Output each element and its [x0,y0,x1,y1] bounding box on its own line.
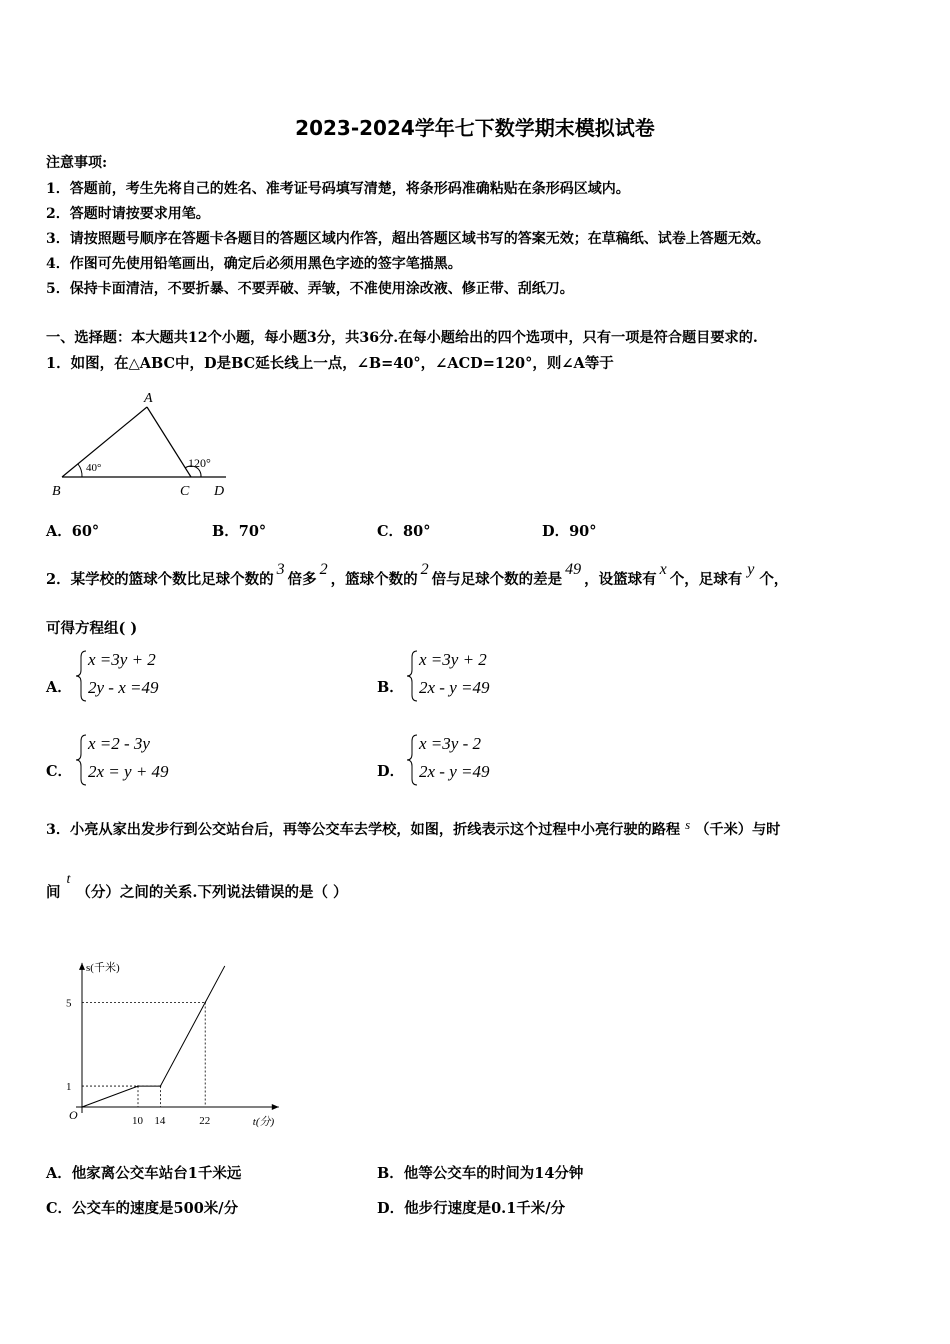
q2-option-a-label: A． [46,679,72,696]
x-tick-label: 22 [199,1115,211,1127]
q2-option-c-eq2: 2x = y + 49 [88,762,169,781]
x-tick-label: 10 [132,1115,143,1127]
label-d: D [214,484,225,499]
q2-option-a-eq2: 2y - x =49 [88,678,159,697]
section-heading: 一、选择题：本大题共12个小题，每小题3分，共36分.在每小题给出的四个选项中，只有一项是符合题目要求的. [46,330,758,346]
brace-icon [74,649,88,703]
notice-item: 2．答题时请按要求用笔。 [46,206,210,222]
q2-var-y: y [747,561,755,578]
q2-stem: 2．某学校的篮球个数比足球个数的3倍多2，篮球个数的2倍与足球个数的差是49，设篮球有x个，足球有y个， [46,561,789,588]
angle-b-arc [78,464,82,477]
notice-item: 4．作图可先使用铅笔画出，确定后必须用黑色字迹的签字笔描黑。 [46,256,462,272]
y-axis-label: s(千米) [86,961,120,974]
q3-var-s: s [685,817,691,832]
brace-icon [405,733,419,787]
q2-option-b-eq2: 2x - y =49 [419,678,490,697]
origin-label: O [69,1108,78,1122]
q3-stem-line2: 间t（分）之间的关系.下列说法错误的是（ ） [46,872,348,901]
angle-c-label: 120° [188,456,211,470]
q1-option-a: A．60° [46,523,100,540]
brace-icon [405,649,419,703]
notice-item: 5．保持卡面清洁，不要折暴、不要弄破、弄皱，不准使用涂改液、修正带、刮纸刀。 [46,281,574,297]
x-tick-label: 14 [154,1115,166,1127]
q2-option-b-label: B． [377,679,404,696]
label-b: B [52,484,61,499]
notice-heading: 注意事项: [46,155,108,171]
q2-option-b-eq1: x =3y + 2 [419,650,487,669]
q3-var-t: t [66,872,71,887]
q3-option-d: D．他步行速度是0.1千米/分 [377,1200,566,1217]
q2-num-2a: 2 [319,561,328,578]
distance-time-chart [50,945,280,1135]
q3-stem-line1: 3．小亮从家出发步行到公交站台后，再等公交车去学校，如图，折线表示这个过程中小亮行驶的路程 s （千米）与时 [46,817,781,838]
y-axis-arrow [79,963,85,970]
q2-num-3: 3 [276,561,285,578]
data-point [160,1085,162,1087]
q2-line2: 可得方程组( ) [46,620,138,637]
line-ab [62,407,147,477]
q1-option-c: C．80° [377,523,431,540]
q1-option-b: B．70° [212,523,267,540]
notice-item: 1．答题前，考生先将自己的姓名、准考证号码填写清楚，将条形码准确粘贴在条形码区域内。 [46,181,630,197]
q2-var-x: x [659,561,667,578]
q3-option-c: C．公交车的速度是500米/分 [46,1200,239,1217]
q3-option-b: B．他等公交车的时间为14分钟 [377,1165,584,1182]
q1-stem: 1．如图，在△ABC中，D是BC延长线上一点，∠B=40°，∠ACD=120°，则∠A等于 [46,355,614,372]
data-point [81,1106,83,1108]
label-c: C [180,484,190,499]
line-ac [147,407,191,477]
q2-num-49: 49 [565,561,582,578]
q2-num-2b: 2 [420,561,429,578]
label-a: A [144,391,153,406]
q3-option-a: A．他家离公交车站台1千米远 [46,1165,242,1182]
q1-option-d: D．90° [542,523,597,540]
x-axis-label: t(分) [252,1116,275,1128]
notice-item: 3．请按照题号顺序在答题卡各题目的答题区域内作答，超出答题区域书写的答案无效；在草稿纸、试卷上答题无效。 [46,231,770,247]
triangle-figure [44,385,244,500]
q2-option-a-eq1: x =3y + 2 [88,650,156,669]
q2-option-d-label: D． [377,763,405,780]
y-tick-label: 1 [66,1081,72,1094]
brace-icon [74,733,88,787]
y-tick-label: 5 [66,997,72,1010]
q2-option-d-eq1: x =3y - 2 [419,734,481,753]
q2-option-d-eq2: 2x - y =49 [419,762,490,781]
angle-b-label: 40° [86,462,102,474]
data-point [137,1085,139,1087]
q2-option-c-eq1: x =2 - 3y [88,734,150,753]
q2-option-c-label: C． [46,763,73,780]
x-axis-arrow [272,1104,279,1110]
data-point [204,1002,206,1004]
page-title: 2023-2024学年七下数学期末模拟试卷 [295,116,655,140]
